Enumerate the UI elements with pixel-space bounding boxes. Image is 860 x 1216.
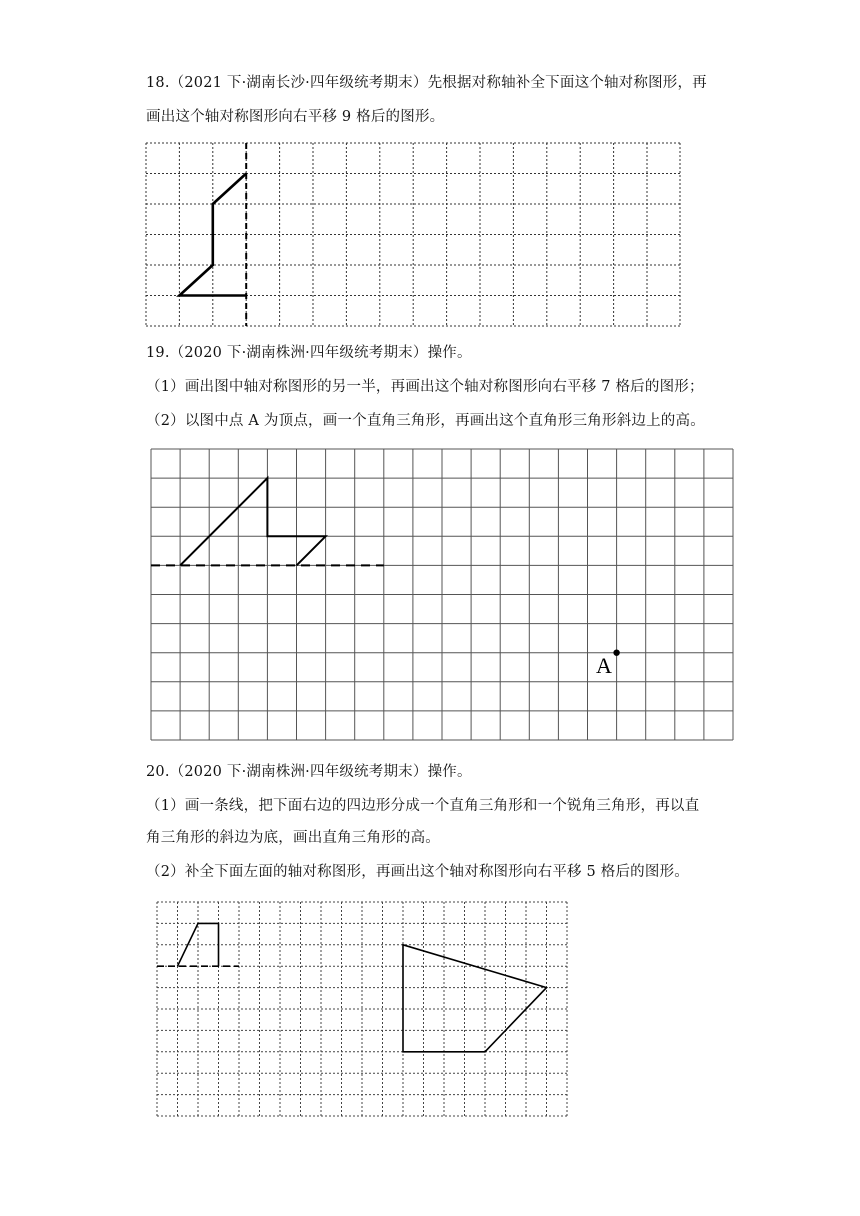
q19-point-a-label: A: [596, 653, 612, 678]
q19-point-a: [613, 650, 619, 656]
q19-text-line-3: （2）以图中点 A 为顶点，画一个直角三角形，再画出这个直角形三角形斜边上的高。: [146, 413, 705, 429]
q19-text-line-2: （1）画出图中轴对称图形的另一半，再画出这个轴对称图形向右平移 7 格后的图形；: [146, 379, 704, 395]
q18-text-line-1: 18.（2021 下·湖南长沙·四年级统考期末）先根据对称轴补全下面这个轴对称图形，再: [146, 75, 707, 91]
q20-text-line-4: （2）补全下面左面的轴对称图形，再画出这个轴对称图形向右平移 5 格后的图形。: [146, 864, 689, 880]
q20-text-line-2: （1）画一条线，把下面右边的四边形分成一个直角三角形和一个锐角三角形，再以直: [146, 798, 700, 814]
q18-text-line-2: 画出这个轴对称图形向右平移 9 格后的图形。: [146, 109, 445, 125]
q19-solid-grid: [151, 449, 733, 740]
q20-text-line-1: 20.（2020 下·湖南株洲·四年级统考期末）操作。: [146, 764, 472, 780]
q20-text-line-3: 角三角形的斜边为底，画出直角三角形的高。: [146, 830, 440, 846]
q18-grid-figure: [140, 138, 690, 332]
q19-half-shape: [180, 478, 326, 565]
q18-dotted-grid: [146, 143, 680, 326]
q19-text-line-1: 19.（2020 下·湖南株洲·四年级统考期末）操作。: [146, 345, 472, 361]
q19-grid-figure: [148, 446, 738, 744]
q20-quadrilateral: [403, 945, 547, 1052]
q20-grid-figure: [152, 898, 572, 1120]
